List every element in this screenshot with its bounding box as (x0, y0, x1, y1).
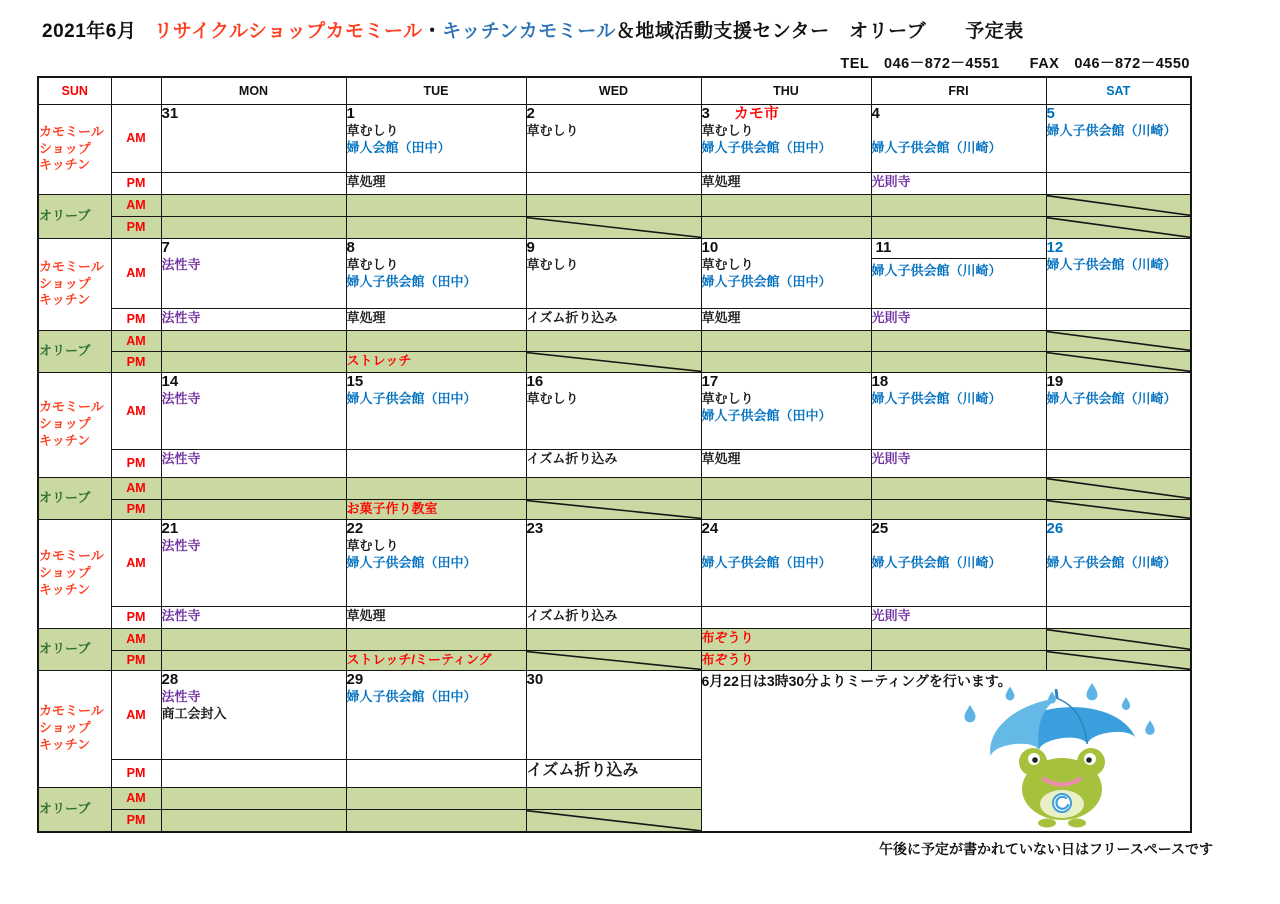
day-cell-pm (871, 172, 1046, 194)
am-label: AM (111, 194, 161, 216)
olive-group-label: オリーブ (38, 330, 111, 372)
day-number: 2 (526, 104, 535, 122)
day-cell-pm (871, 606, 1046, 628)
olive-cell (161, 216, 346, 238)
day-cell-am (526, 670, 701, 759)
event-text: 草むしり (701, 256, 754, 272)
olive-cell (346, 650, 526, 670)
am-label: AM (111, 628, 161, 650)
day-number: 11 (871, 239, 1046, 259)
olive-cell (701, 477, 871, 499)
event-text: イズム折り込み (526, 761, 639, 779)
pm-label: PM (111, 499, 161, 519)
am-label: AM (111, 330, 161, 351)
day-cell-am (701, 519, 871, 606)
olive-cell (161, 787, 346, 809)
day-cell-am (346, 670, 526, 759)
olive-cell (1046, 650, 1191, 670)
day-cell-am (1046, 372, 1191, 449)
event-text: 婦人子供会館（川崎） (1046, 256, 1177, 272)
event-text: 婦人子供会館（田中） (701, 555, 832, 571)
olive-cell (346, 787, 526, 809)
event-text: ストレッチ (346, 352, 412, 368)
olive-cell (701, 351, 871, 372)
event-text: 光則寺 (871, 309, 911, 325)
day-cell-am (871, 238, 1046, 308)
day-cell-am (161, 238, 346, 308)
olive-cell (1046, 330, 1191, 351)
day-cell-pm (346, 308, 526, 330)
day-cell-pm (526, 759, 701, 787)
camomile-group-label: カモミール ショップ キッチン (38, 519, 111, 628)
olive-cell (526, 194, 701, 216)
event-text: 法性寺 (161, 537, 201, 553)
day-number: 21 (161, 519, 179, 537)
na-diagonal (1047, 195, 1191, 216)
day-header-mon: MON (161, 77, 346, 104)
olive-cell (526, 216, 701, 238)
olive-cell (1046, 499, 1191, 519)
olive-cell (1046, 477, 1191, 499)
event-text: 婦人子供会館（川崎） (871, 262, 1002, 278)
olive-cell (701, 194, 871, 216)
olive-cell (1046, 216, 1191, 238)
am-label: AM (111, 519, 161, 606)
day-cell-pm (346, 759, 526, 787)
day-cell-am (871, 519, 1046, 606)
na-diagonal (1047, 478, 1191, 499)
day-number: 18 (871, 372, 889, 390)
day-cell-pm (161, 606, 346, 628)
day-number: 29 (346, 670, 364, 688)
day-cell-am (701, 104, 871, 172)
day-cell-am (346, 104, 526, 172)
camomile-group-label: カモミール ショップ キッチン (38, 372, 111, 477)
event-text: 光則寺 (871, 607, 911, 623)
day-cell-am (161, 104, 346, 172)
event-text: 草処理 (701, 309, 741, 325)
title-shop-name: リサイクルショップカモミール (153, 21, 423, 42)
day-number: 24 (701, 519, 719, 537)
day-number: 22 (346, 519, 364, 537)
event-text: 草処理 (346, 173, 386, 189)
na-diagonal (527, 352, 701, 372)
olive-cell (526, 650, 701, 670)
olive-group-label: オリーブ (38, 194, 111, 238)
day-number: 8 (346, 238, 355, 256)
day-number: 4 (871, 104, 880, 122)
event-text: 法性寺 (161, 688, 201, 704)
day-number: 3 カモ市 (701, 104, 779, 122)
event-text (702, 537, 871, 555)
day-number: 23 (526, 519, 544, 537)
olive-cell (871, 650, 1046, 670)
olive-cell (701, 216, 871, 238)
day-cell-pm (1046, 172, 1191, 194)
day-cell-am (161, 670, 346, 759)
event-text: 草むしり (526, 122, 579, 138)
event-text: 法性寺 (161, 390, 201, 406)
footer-note: 午後に予定が書かれていない日はフリースペースです (879, 841, 1214, 857)
day-header-sat: SAT (1046, 77, 1191, 104)
day-number: 15 (346, 372, 364, 390)
event-text: お菓子作り教室 (346, 500, 438, 516)
contact-line: TEL 046－872－4551 FAX 046－872－4550 (840, 56, 1190, 72)
day-header-thu: THU (701, 77, 871, 104)
olive-cell (161, 194, 346, 216)
olive-cell (701, 650, 871, 670)
day-note: カモ市 (733, 104, 779, 122)
olive-cell (346, 216, 526, 238)
event-text: 婦人子供会館（田中） (346, 274, 477, 290)
day-cell-am (346, 519, 526, 606)
day-cell-pm (526, 606, 701, 628)
na-diagonal (1047, 651, 1191, 670)
event-text: 光則寺 (871, 450, 911, 466)
olive-group-label: オリーブ (38, 477, 111, 519)
olive-cell (526, 809, 701, 832)
event-text: 婦人子供会館（田中） (346, 688, 477, 704)
event-text: 婦人子供会館（田中） (346, 555, 477, 571)
event-text: 婦人子供会館（川崎） (871, 140, 1002, 156)
day-cell-pm (871, 308, 1046, 330)
day-cell-am (1046, 238, 1191, 308)
olive-cell (346, 330, 526, 351)
event-text: 草処理 (701, 173, 741, 189)
pm-label: PM (111, 449, 161, 477)
day-header-tue: TUE (346, 77, 526, 104)
event-text: 婦人子供会館（川崎） (1046, 122, 1177, 138)
day-number: 31 (161, 104, 179, 122)
olive-cell (1046, 194, 1191, 216)
na-diagonal (1047, 331, 1191, 351)
olive-cell (1046, 351, 1191, 372)
am-label: AM (111, 104, 161, 172)
olive-cell (526, 499, 701, 519)
day-number: 5 (1046, 104, 1055, 122)
day-cell-am (161, 372, 346, 449)
corner-header (111, 77, 161, 104)
olive-cell (346, 351, 526, 372)
day-cell-pm (526, 449, 701, 477)
day-cell-am (871, 104, 1046, 172)
day-cell-pm (346, 449, 526, 477)
event-text: 婦人子供会館（田中） (701, 274, 832, 290)
frog-body (1019, 748, 1105, 828)
meeting-note: 6月22日は3時30分よりミーティングを行います。 (701, 672, 1012, 689)
day-cell-pm (1046, 308, 1191, 330)
pm-label: PM (111, 216, 161, 238)
day-header-sun: SUN (38, 77, 111, 104)
event-text: 草むしり (701, 390, 754, 406)
day-cell-pm (871, 449, 1046, 477)
day-cell-pm (161, 308, 346, 330)
day-cell-pm (161, 172, 346, 194)
event-text: 婦人子供会館（田中） (701, 408, 832, 424)
title-kitchen-name: キッチンカモミール (442, 21, 616, 42)
camomile-group-label: カモミール ショップ キッチン (38, 670, 111, 787)
day-cell-am (526, 519, 701, 606)
event-text: 婦人子供会館（川崎） (1046, 555, 1177, 571)
day-cell-pm (526, 172, 701, 194)
day-cell-pm (161, 759, 346, 787)
pm-label: PM (111, 759, 161, 787)
day-number: 17 (701, 372, 719, 390)
pm-label: PM (111, 650, 161, 670)
event-text: イズム折り込み (526, 450, 618, 466)
am-label: AM (111, 372, 161, 449)
day-number: 28 (161, 670, 179, 688)
day-number: 14 (161, 372, 179, 390)
day-cell-am (346, 238, 526, 308)
event-text: 法性寺 (161, 450, 201, 466)
day-cell-pm (701, 449, 871, 477)
olive-cell (871, 351, 1046, 372)
day-number: 26 (1046, 519, 1064, 537)
event-text (1047, 537, 1191, 555)
olive-cell (161, 628, 346, 650)
event-text: 婦人子供会館（川崎） (871, 390, 1002, 406)
event-text: 婦人子供会館（田中） (701, 140, 832, 156)
olive-cell (161, 499, 346, 519)
day-cell-pm (526, 308, 701, 330)
olive-cell (871, 194, 1046, 216)
olive-cell (161, 477, 346, 499)
olive-cell (526, 787, 701, 809)
olive-cell (701, 499, 871, 519)
na-diagonal (527, 217, 701, 238)
day-cell-am (526, 372, 701, 449)
event-text: 光則寺 (871, 173, 911, 189)
day-cell-pm (161, 449, 346, 477)
day-cell-am (701, 372, 871, 449)
olive-cell (526, 351, 701, 372)
olive-cell (346, 628, 526, 650)
olive-cell (871, 216, 1046, 238)
day-header-wed: WED (526, 77, 701, 104)
olive-cell (526, 330, 701, 351)
day-cell-am (161, 519, 346, 606)
pm-label: PM (111, 172, 161, 194)
event-text: 草むしり (346, 122, 399, 138)
day-cell-pm (346, 172, 526, 194)
olive-cell (346, 809, 526, 832)
day-cell-am (871, 372, 1046, 449)
event-text: 草むしり (526, 256, 579, 272)
day-cell-am (1046, 104, 1191, 172)
event-text: 草むしり (346, 537, 399, 553)
olive-cell (526, 628, 701, 650)
olive-cell (871, 477, 1046, 499)
day-number: 1 (346, 104, 355, 122)
event-text: 法性寺 (161, 256, 201, 272)
day-header-fri: FRI (871, 77, 1046, 104)
olive-cell (161, 809, 346, 832)
event-text: 商工会封入 (161, 706, 227, 722)
na-diagonal (1047, 217, 1191, 238)
am-label: AM (111, 477, 161, 499)
page-title (42, 16, 1024, 43)
schedule-table (37, 76, 1192, 833)
event-text: 草むしり (346, 256, 399, 272)
event-text: 草処理 (701, 450, 741, 466)
am-label: AM (111, 238, 161, 308)
olive-cell (346, 477, 526, 499)
day-cell-am (526, 238, 701, 308)
title-separator: ・ (422, 21, 443, 42)
event-text (872, 537, 1046, 555)
event-text: 草むしり (701, 122, 754, 138)
event-text: 婦人会館（田中） (346, 140, 451, 156)
na-diagonal (527, 810, 701, 832)
day-cell-pm (1046, 606, 1191, 628)
day-number: 12 (1046, 238, 1064, 256)
frog-umbrella-illustration (950, 683, 1168, 833)
event-text: 草処理 (346, 607, 386, 623)
event-text: 法性寺 (161, 309, 201, 325)
day-cell-am (1046, 519, 1191, 606)
day-cell-pm (701, 308, 871, 330)
pm-label: PM (111, 809, 161, 832)
title-suffix: ＆地域活動支援センター オリーブ 予定表 (615, 21, 1024, 42)
day-cell-am (346, 372, 526, 449)
notes-area (701, 670, 1191, 832)
camomile-group-label: カモミール ショップ キッチン (38, 238, 111, 330)
olive-cell (871, 499, 1046, 519)
day-number: 25 (871, 519, 889, 537)
pm-label: PM (111, 351, 161, 372)
event-text: イズム折り込み (526, 309, 618, 325)
pm-label: PM (111, 308, 161, 330)
olive-cell (161, 650, 346, 670)
olive-cell (526, 477, 701, 499)
olive-cell (346, 499, 526, 519)
olive-cell (161, 351, 346, 372)
olive-cell (701, 628, 871, 650)
day-number: 9 (526, 238, 535, 256)
na-diagonal (1047, 629, 1191, 650)
na-diagonal (527, 651, 701, 670)
day-number: 30 (526, 670, 544, 688)
olive-cell (1046, 628, 1191, 650)
olive-cell (871, 628, 1046, 650)
am-label: AM (111, 670, 161, 759)
camomile-group-label: カモミール ショップ キッチン (38, 104, 111, 194)
day-cell-am (526, 104, 701, 172)
day-cell-am (701, 238, 871, 308)
event-text: ストレッチ/ミーティング (346, 651, 492, 667)
na-diagonal (527, 500, 701, 519)
event-text: 婦人子供会館（川崎） (871, 555, 1002, 571)
day-cell-pm (346, 606, 526, 628)
na-diagonal (1047, 352, 1191, 372)
event-text: 草むしり (526, 390, 579, 406)
olive-cell (161, 330, 346, 351)
day-number: 19 (1046, 372, 1064, 390)
event-text: 法性寺 (161, 607, 201, 623)
day-cell-pm (701, 172, 871, 194)
event-text: 布ぞうり (701, 651, 754, 667)
day-cell-pm (701, 606, 871, 628)
event-text: 布ぞうり (701, 629, 754, 645)
olive-cell (701, 330, 871, 351)
event-text: 婦人子供会館（川崎） (1046, 390, 1177, 406)
event-text (872, 122, 1046, 140)
day-number: 16 (526, 372, 544, 390)
na-diagonal (1047, 500, 1191, 519)
day-cell-pm (1046, 449, 1191, 477)
olive-group-label: オリーブ (38, 787, 111, 832)
am-label: AM (111, 787, 161, 809)
day-number: 7 (161, 238, 170, 256)
event-text: 草処理 (346, 309, 386, 325)
olive-group-label: オリーブ (38, 628, 111, 670)
title-month: 2021年6月 (42, 21, 137, 42)
event-text: 婦人子供会館（田中） (346, 390, 477, 406)
day-number: 10 (701, 238, 719, 256)
event-text: イズム折り込み (526, 607, 618, 623)
olive-cell (346, 194, 526, 216)
pm-label: PM (111, 606, 161, 628)
olive-cell (871, 330, 1046, 351)
